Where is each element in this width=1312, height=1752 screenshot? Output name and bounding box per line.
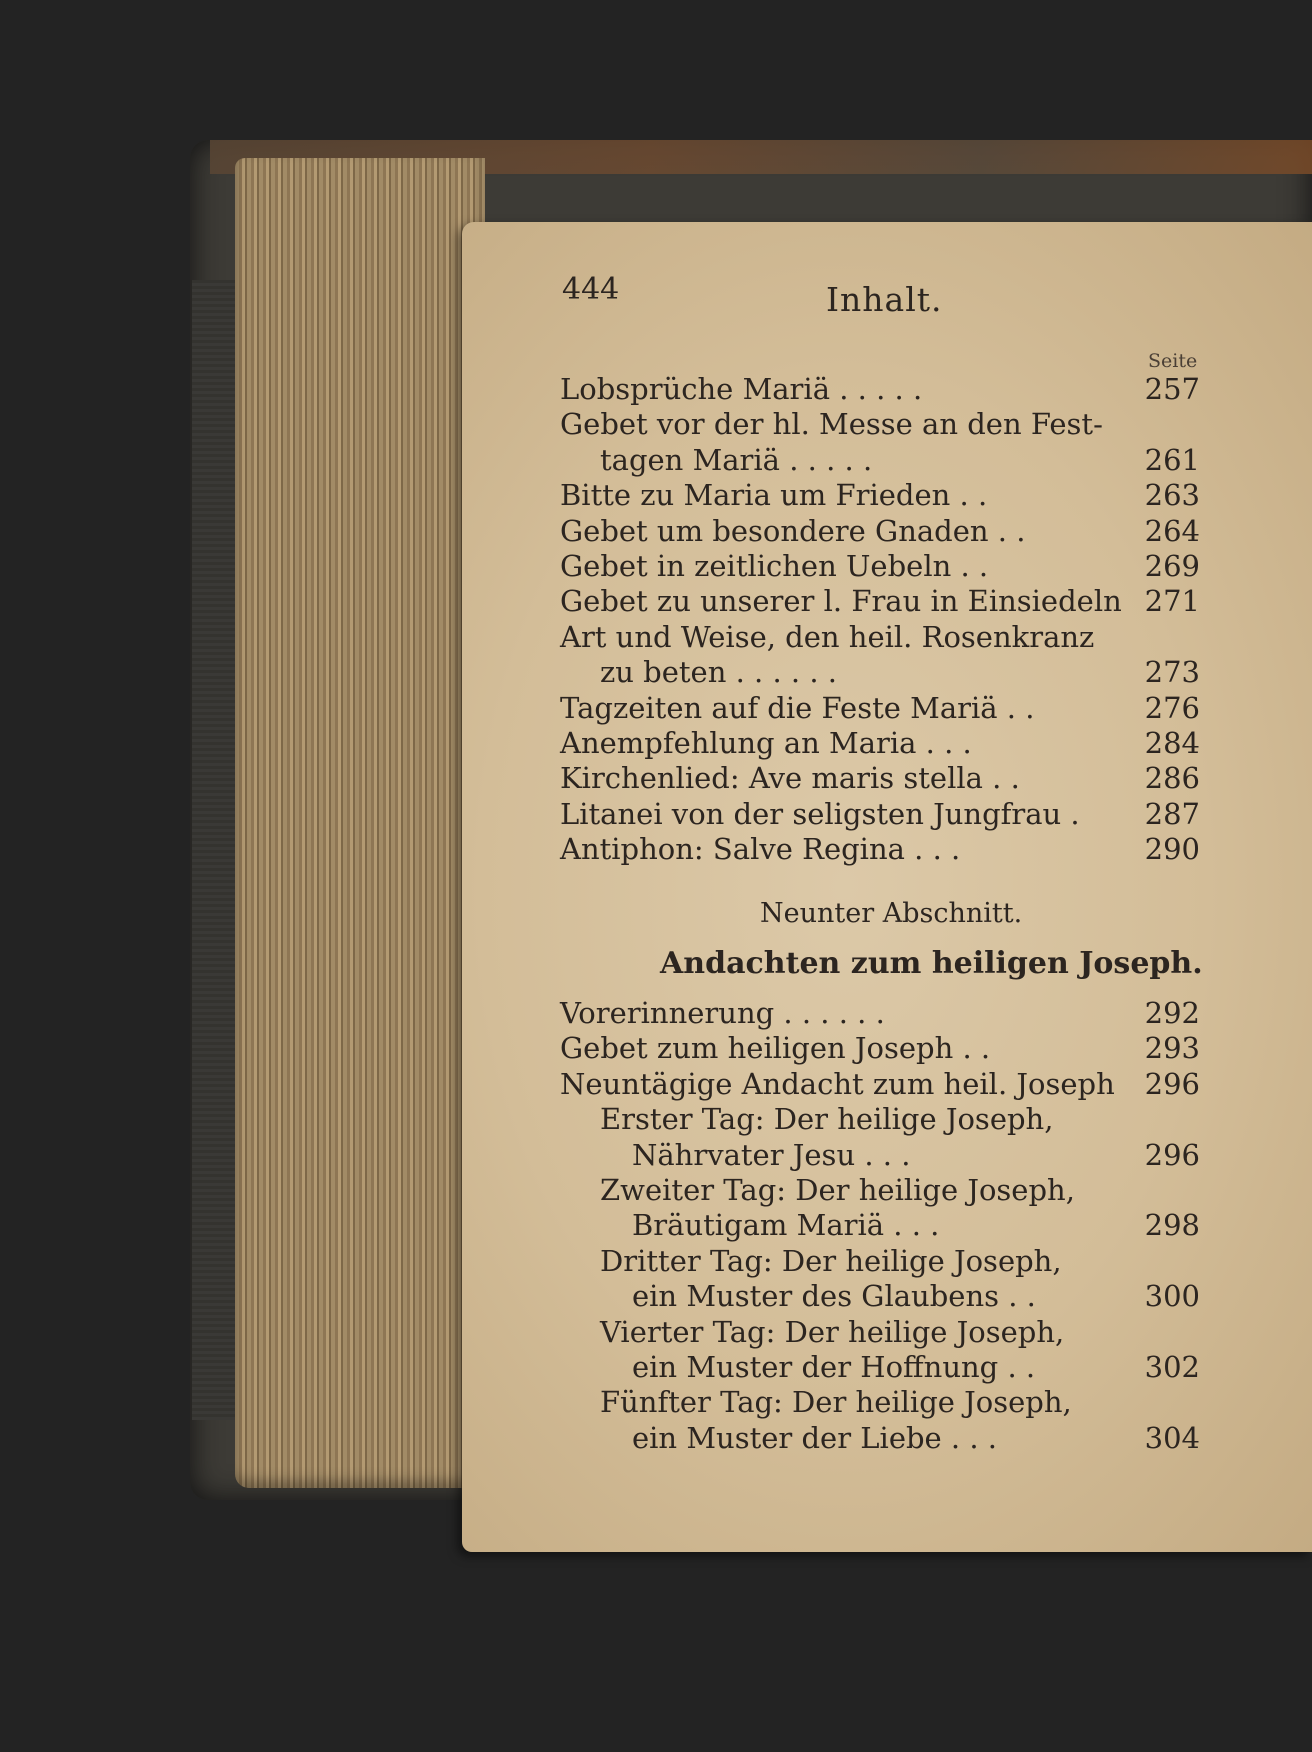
toc-entry xyxy=(600,655,1200,691)
toc-entry-title: Vierter Tag: Der heilige Joseph, xyxy=(600,1314,1065,1349)
toc-entry-page: 286 xyxy=(1144,761,1200,796)
toc-entry-page: 264 xyxy=(1144,513,1200,548)
toc-entry xyxy=(560,620,1200,656)
section-title: Andachten zum heiligen Joseph. xyxy=(660,946,1203,981)
toc-entry-title: Dritter Tag: Der heilige Joseph, xyxy=(600,1243,1062,1278)
toc-entry-page: 302 xyxy=(1144,1350,1200,1384)
toc-entry-page: 263 xyxy=(1144,478,1200,513)
page-edges xyxy=(235,158,485,1488)
toc-entry-page: 292 xyxy=(1144,996,1200,1030)
toc-entry-page: 300 xyxy=(1144,1279,1200,1314)
toc-entry-title: Kirchenlied: Ave maris stella . . xyxy=(560,761,1020,796)
toc-entry-title: Gebet zu unserer l. Frau in Einsiedeln xyxy=(560,584,1122,619)
toc-entry xyxy=(560,832,1200,868)
toc-entry-title: Fünfter Tag: Der heilige Joseph, xyxy=(600,1385,1072,1420)
toc-entry-title: Nährvater Jesu . . . xyxy=(632,1137,911,1172)
toc-entry-title: Anempfehlung an Maria . . . xyxy=(560,726,972,760)
toc-entry-page: 276 xyxy=(1144,690,1200,725)
toc-entry xyxy=(560,407,1200,443)
toc-entry-title: ein Muster der Liebe . . . xyxy=(632,1420,998,1455)
page-column-label: Seite xyxy=(1148,350,1198,372)
toc-entry xyxy=(600,1244,1200,1280)
toc-entry xyxy=(600,1173,1200,1209)
toc-entry-page: 293 xyxy=(1144,1031,1200,1066)
toc-entry-page: 257 xyxy=(1144,372,1200,406)
toc-entry-title: Bitte zu Maria um Frieden . . xyxy=(560,478,988,513)
toc-entry-title: Gebet zum heiligen Joseph . . xyxy=(560,1031,991,1066)
toc-entry xyxy=(600,1385,1200,1421)
toc-entry xyxy=(560,514,1200,550)
toc-entry-title: zu beten . . . . . . xyxy=(600,655,838,690)
toc-entry xyxy=(600,1102,1200,1138)
toc-entry-title: Antiphon: Salve Regina . . . xyxy=(560,832,961,867)
toc-entry xyxy=(632,1350,1200,1386)
toc-entry-title: Lobsprüche Mariä . . . . . xyxy=(560,372,923,406)
toc-entry-title: Art und Weise, den heil. Rosenkranz xyxy=(560,619,1095,654)
toc-entry-title: Bräutigam Mariä . . . xyxy=(632,1208,940,1243)
toc-entry-title: Gebet in zeitlichen Uebeln . . xyxy=(560,549,989,583)
toc-entry-title: ein Muster der Hoffnung . . xyxy=(632,1350,1036,1384)
toc-entry xyxy=(560,584,1200,620)
toc-entry xyxy=(632,1279,1200,1315)
toc-entry xyxy=(560,726,1200,762)
toc-entry xyxy=(600,1315,1200,1351)
toc-entry xyxy=(560,549,1200,585)
toc-entry-page: 287 xyxy=(1144,796,1200,831)
toc-entry-title: Gebet vor der hl. Messe an den Fest- xyxy=(560,407,1103,442)
toc-entry-page: 304 xyxy=(1144,1420,1200,1455)
toc-entry xyxy=(560,996,1200,1032)
toc-entry-title: tagen Mariä . . . . . xyxy=(600,442,873,477)
toc-entry-page: 271 xyxy=(1144,584,1200,619)
section-number: Neunter Abschnitt. xyxy=(760,898,1023,929)
toc-entry xyxy=(560,1067,1200,1103)
toc-entry-page: 298 xyxy=(1144,1208,1200,1243)
toc-entry-page: 269 xyxy=(1144,549,1200,583)
toc-entry-title: Erster Tag: Der heilige Joseph, xyxy=(600,1102,1054,1137)
toc-entry-page: 284 xyxy=(1144,726,1200,760)
toc-entry-title: Vorerinnerung . . . . . . xyxy=(560,996,885,1030)
toc-entry-title: Gebet um besondere Gnaden . . xyxy=(560,513,1026,548)
page-number: 444 xyxy=(562,272,620,307)
toc-entry-title: Neuntägige Andacht zum heil. Joseph xyxy=(560,1066,1115,1101)
toc-entry xyxy=(632,1138,1200,1174)
toc-entry-title: Litanei von der seligsten Jungfrau . xyxy=(560,796,1080,831)
toc-entry-title: ein Muster des Glaubens . . xyxy=(632,1279,1036,1314)
toc-entry xyxy=(560,372,1200,408)
toc-entry-title: Zweiter Tag: Der heilige Joseph, xyxy=(600,1173,1075,1207)
toc-entry-title: Tagzeiten auf die Feste Mariä . . xyxy=(560,690,1035,725)
toc-entry-page: 290 xyxy=(1144,832,1200,867)
toc-entry xyxy=(560,1031,1200,1067)
toc-entry xyxy=(632,1208,1200,1244)
toc-entry xyxy=(560,761,1200,797)
toc-entry-page: 296 xyxy=(1144,1066,1200,1101)
toc-entry xyxy=(560,691,1200,727)
running-head: Inhalt. xyxy=(826,280,943,319)
toc-entry xyxy=(560,478,1200,514)
toc-entry-page: 273 xyxy=(1144,655,1200,690)
toc-entry-page: 296 xyxy=(1144,1137,1200,1172)
toc-entry xyxy=(632,1421,1200,1457)
toc-entry xyxy=(560,797,1200,833)
toc-entry-page: 261 xyxy=(1144,442,1200,477)
toc-entry xyxy=(600,443,1200,479)
